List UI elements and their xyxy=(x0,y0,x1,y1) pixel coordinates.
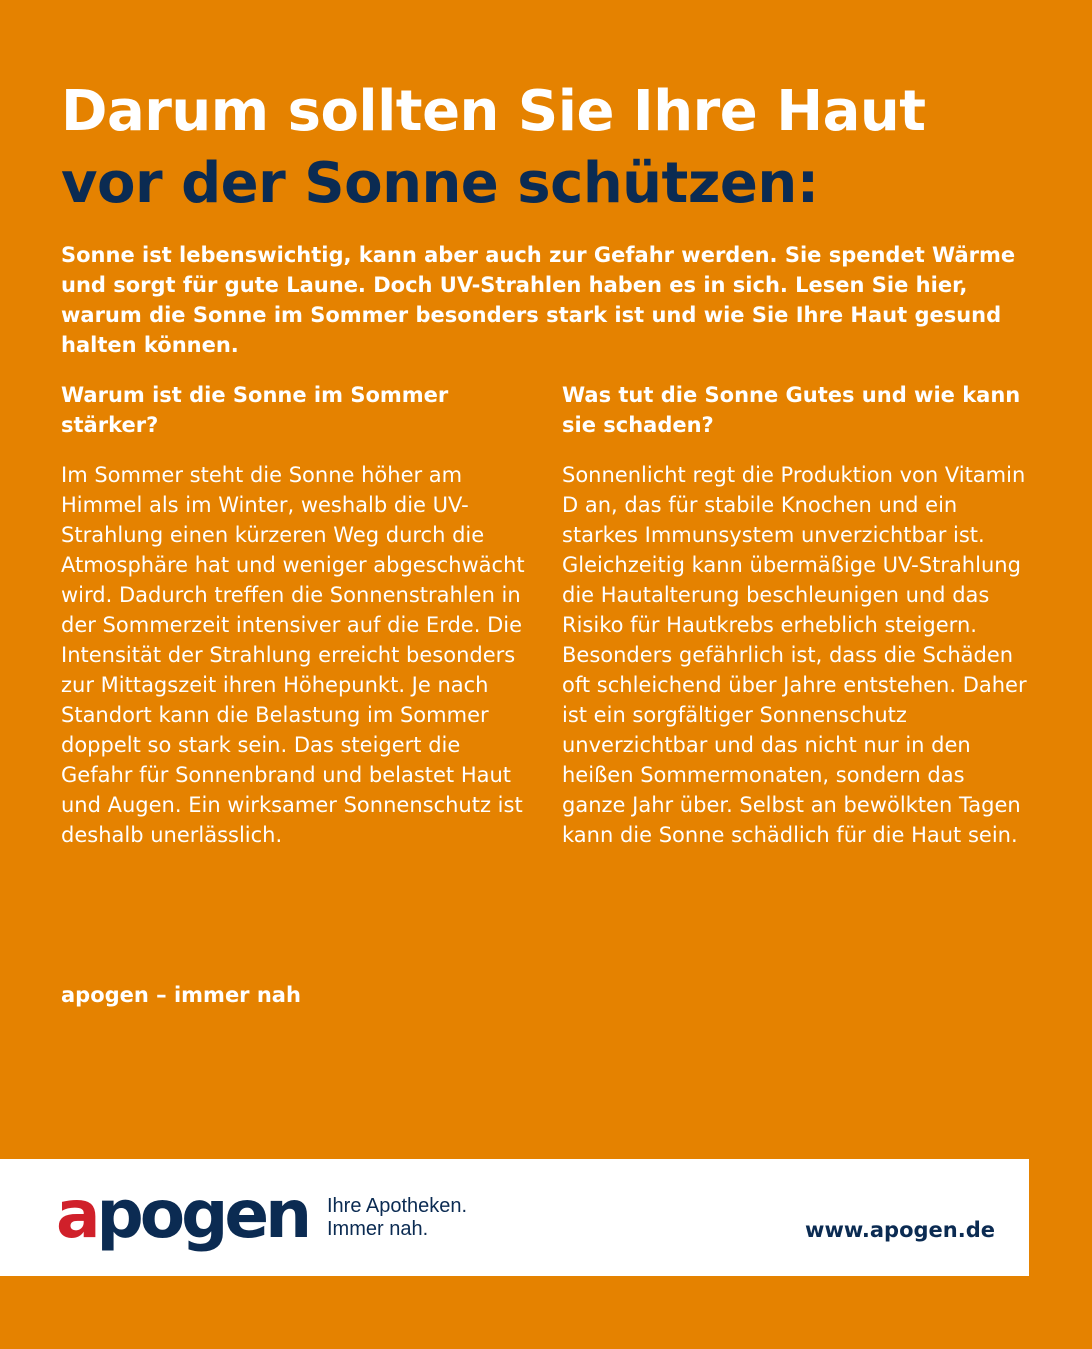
column-left xyxy=(61,380,531,850)
column-left-body: Im Sommer steht die Sonne höher am Himmel als im Winter, weshalb die UV-Strahlung einen kürzeren Weg durch die Atmosphäre hat und weniger abgeschwächt wird. Dadurch treffen die Sonnenstrahlen in der Sommerzeit intensiver auf die Erde. Die Intensität der Strahlung erreicht besonders zur Mittagszeit ihren Höhepunkt. Je nach Standort kann die Belastung im Sommer doppelt so stark sein. Das steigert die Gefahr für Sonnenbrand und belastet Haut und Augen. Ein wirksamer Sonnenschutz ist deshalb unerlässlich. xyxy=(61,463,525,847)
column-right-heading: Was tut die Sonne Gutes und wie kann sie schaden? xyxy=(562,383,1021,437)
footer-bar xyxy=(0,1159,1029,1276)
logo-rest: pogen xyxy=(96,1176,309,1253)
slogan-line-1: Ihre Apotheken. xyxy=(327,1195,468,1217)
title-line-2: vor der Sonne schützen: xyxy=(61,151,819,216)
tagline: apogen – immer nah xyxy=(61,983,301,1007)
slogan-line-2: Immer nah. xyxy=(327,1218,429,1240)
page-title xyxy=(61,76,1051,220)
column-left-heading: Warum ist die Sonne im Sommer stärker? xyxy=(61,383,449,437)
website-link[interactable]: www.apogen.de xyxy=(805,1218,995,1242)
title-line-1: Darum sollten Sie Ihre Haut xyxy=(61,79,926,144)
apogen-logo xyxy=(56,1175,308,1255)
logo-letter-a: a xyxy=(56,1176,97,1253)
column-right xyxy=(562,380,1032,850)
column-right-body: Sonnenlicht regt die Produktion von Vitamin D an, das für stabile Knochen und ein starkes Immunsystem unverzichtbar ist. Gleichzeitig kann übermäßige UV-Strahlung die Hautalterung beschleunigen und das Risiko für Hautkrebs erheblich steigern. Besonders gefährlich ist, dass die Schäden oft schleichend über Jahre entstehen. Daher ist ein sorgfältiger Sonnenschutz unverzichtbar und das nicht nur in den heißen Sommermonaten, sondern das ganze Jahr über. Selbst an bewölkten Tagen kann die Sonne schädlich für die Haut sein. xyxy=(562,463,1027,847)
footer-slogan xyxy=(327,1195,467,1241)
intro-paragraph: Sonne ist lebenswichtig, kann aber auch zur Gefahr werden. Sie spendet Wärme und sorgt für gute Laune. Doch UV-Strahlen haben es in sich. Lesen Sie hier, warum die Sonne im Sommer besonders stark ist und wie Sie Ihre Haut gesund halten können. xyxy=(61,243,1016,357)
